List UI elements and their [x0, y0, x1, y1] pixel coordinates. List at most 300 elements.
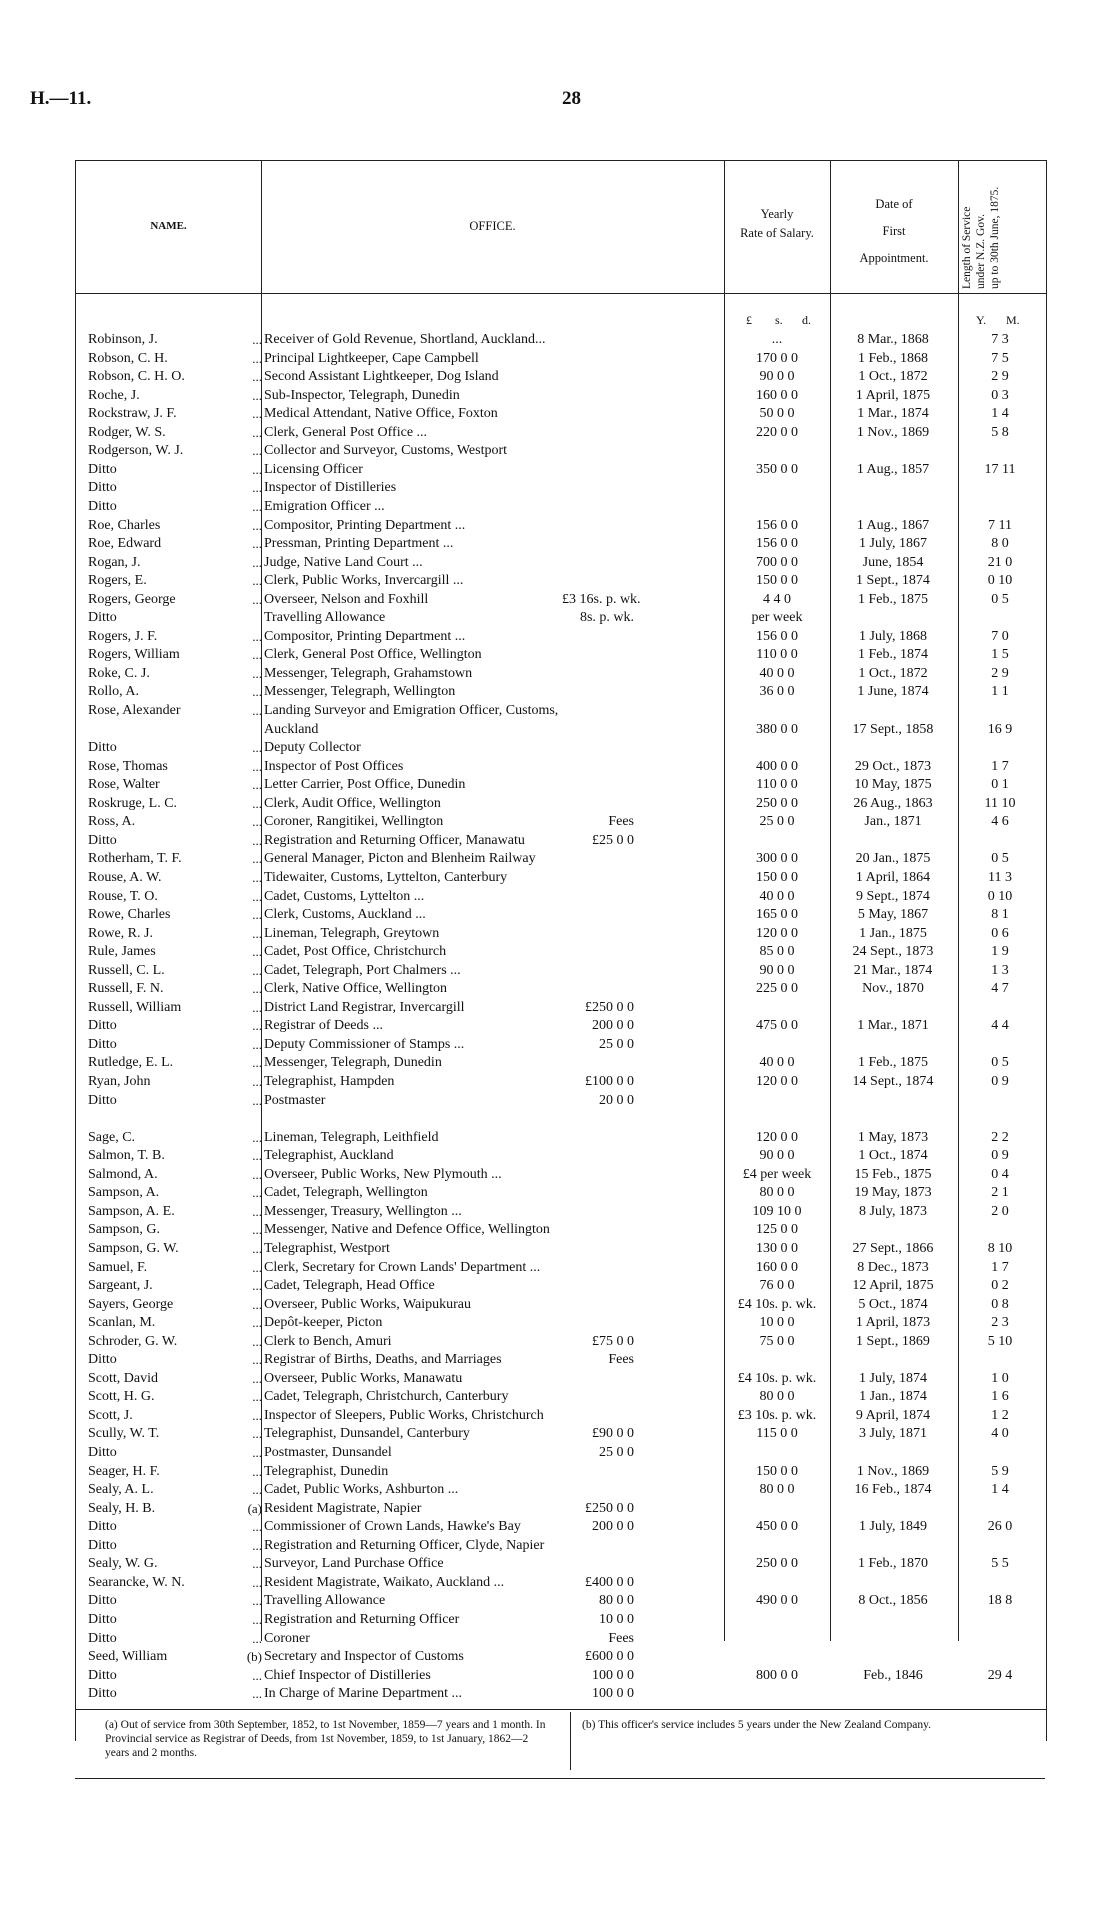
- cell-len: 8 0: [991, 536, 1009, 552]
- cell-len: 0 10: [987, 573, 1013, 589]
- cell-len: 4 0: [991, 1426, 1009, 1442]
- cell-date: 8 Mar., 1868: [857, 332, 929, 347]
- page-number: 28: [562, 88, 581, 109]
- cell-amt: Fees: [608, 1630, 634, 1646]
- cell-mark: ...: [252, 1203, 262, 1219]
- cell-mark: ...: [252, 1463, 262, 1479]
- cell-office: Clerk, General Post Office ...: [264, 424, 428, 440]
- cell-len: 2 3: [991, 1315, 1009, 1331]
- cell-name: Russell, William: [88, 999, 182, 1015]
- cell-sal: 120 0 0: [756, 1129, 798, 1145]
- cell-name: Sampson, A.: [88, 1185, 160, 1201]
- cell-amt: £3 16s. p. wk.: [562, 591, 641, 607]
- cell-mark: ...: [252, 350, 262, 366]
- cell-name: Roe, Charles: [88, 517, 161, 533]
- cell-mark: ...: [252, 1333, 262, 1349]
- header-length-line: under N.Z. Gov.: [975, 214, 987, 289]
- cell-mark: ...: [252, 1537, 262, 1553]
- cell-office: Cadet, Telegraph, Port Chalmers ...: [264, 962, 461, 978]
- cell-sal: 109 10 0: [752, 1203, 802, 1219]
- table-row: [76, 1259, 1046, 1277]
- cell-mark: ...: [252, 1036, 262, 1052]
- cell-name: Roe, Edward: [88, 536, 162, 552]
- cell-date: 3 July, 1871: [859, 1426, 927, 1442]
- cell-mark: ...: [252, 981, 262, 997]
- cell-sal: 130 0 0: [756, 1240, 798, 1256]
- cell-mark: ...: [252, 851, 262, 867]
- cell-office: Landing Surveyor and Emigration Officer, Customs,: [264, 703, 559, 718]
- table-row: [76, 1425, 1046, 1443]
- cell-amt: Fees: [608, 814, 634, 830]
- cell-office: Postmaster: [264, 1092, 326, 1108]
- table-row: [76, 980, 1046, 998]
- cell-office: Lineman, Telegraph, Leithfield: [264, 1129, 439, 1145]
- cell-len: 0 9: [991, 1148, 1009, 1164]
- cell-date: 1 Oct., 1872: [858, 369, 928, 385]
- cell-mark: ...: [252, 1259, 262, 1275]
- cell-sal: 156 0 0: [756, 536, 798, 552]
- cell-office: Registration and Returning Officer, Clyde, Napier: [264, 1537, 545, 1553]
- cell-sal: 110 0 0: [756, 647, 798, 663]
- cell-mark: ...: [252, 944, 262, 960]
- cell-amt: £100 0 0: [585, 1074, 634, 1089]
- cell-sal: 36 0 0: [759, 684, 795, 700]
- table-row: [76, 591, 1046, 609]
- table-row: [76, 1444, 1046, 1462]
- cell-mark: ...: [252, 1092, 262, 1108]
- cell-len: 1 3: [991, 962, 1009, 978]
- cell-office: Inspector of Sleepers, Public Works, Christchurch: [264, 1407, 544, 1423]
- table-row: [76, 721, 1046, 739]
- cell-name: Rouse, T. O.: [88, 888, 158, 904]
- cell-name: Rogers, J. F.: [88, 628, 158, 644]
- cell-len: 0 3: [991, 387, 1009, 403]
- cell-sal: 125 0 0: [756, 1222, 798, 1238]
- table-row: [76, 1296, 1046, 1314]
- table-row: [76, 517, 1046, 535]
- cell-name: Rose, Walter: [88, 777, 160, 793]
- cell-office: Resident Magistrate, Waikato, Auckland ...: [264, 1574, 505, 1590]
- cell-len: 0 5: [991, 1055, 1009, 1071]
- cell-mark: ...: [252, 814, 262, 830]
- cell-date: 19 May, 1873: [854, 1185, 932, 1201]
- cell-office: Registration and Returning Officer: [264, 1611, 460, 1627]
- cell-sal: 115 0 0: [756, 1426, 798, 1442]
- header-salary-line: Rate of Salary.: [740, 226, 814, 240]
- cell-name: Scott, David: [88, 1370, 158, 1386]
- cell-office: Clerk to Bench, Amuri: [264, 1333, 392, 1349]
- cell-len: 5 9: [991, 1463, 1009, 1479]
- cell-office: Telegraphist, Westport: [264, 1240, 390, 1256]
- table-row: [76, 572, 1046, 590]
- cell-date: 14 Sept., 1874: [852, 1074, 934, 1089]
- cell-office: Postmaster, Dunsandel: [264, 1445, 392, 1460]
- cell-len: 1 4: [991, 406, 1009, 422]
- table-row: [76, 1017, 1046, 1035]
- cell-date: 1 Feb., 1875: [858, 591, 928, 607]
- cell-mark: ...: [252, 869, 262, 885]
- table-row: [76, 665, 1046, 683]
- cell-name: Rodger, W. S.: [88, 424, 166, 440]
- cell-sal: 40 0 0: [759, 1055, 795, 1071]
- cell-mark: ...: [252, 1148, 262, 1164]
- cell-len: 11 3: [988, 869, 1012, 885]
- cell-date: 1 Oct., 1874: [858, 1148, 928, 1164]
- cell-office: Telegraphist, Dunsandel, Canterbury: [264, 1426, 470, 1442]
- table-row: [76, 1481, 1046, 1499]
- cell-office: General Manager, Picton and Blenheim Railway: [264, 851, 536, 867]
- cell-sal: 150 0 0: [756, 1463, 798, 1479]
- cell-date: 17 Sept., 1858: [852, 721, 934, 737]
- cell-date: 1 Oct., 1872: [858, 665, 928, 681]
- table-row: [76, 943, 1046, 961]
- cell-sal: 800 0 0: [756, 1667, 798, 1683]
- cell-len: 2 9: [991, 369, 1009, 385]
- cell-amt: 100 0 0: [592, 1686, 634, 1702]
- page-ref: H.—11.: [30, 88, 92, 109]
- cell-amt: 200 0 0: [592, 1519, 634, 1535]
- table-row: [76, 888, 1046, 906]
- cell-name: Rowe, Charles: [88, 907, 171, 923]
- cell-date: 1 July, 1867: [859, 536, 927, 552]
- cell-len: 1 1: [991, 684, 1009, 700]
- cell-date: 1 Sept., 1874: [856, 573, 930, 589]
- cell-len: 8 10: [987, 1240, 1013, 1256]
- cell-mark: ...: [252, 1482, 262, 1498]
- cell-mark: ...: [252, 777, 262, 793]
- cell-sal: 475 0 0: [756, 1018, 798, 1034]
- table-row: [76, 925, 1046, 943]
- cell-sal: 156 0 0: [756, 628, 798, 644]
- cell-mark: ...: [252, 1352, 262, 1368]
- cell-date: 1 July, 1868: [859, 628, 927, 644]
- cell-date: 1 Aug., 1857: [856, 461, 930, 477]
- cell-amt: 25 0 0: [599, 1445, 634, 1460]
- cell-len: 7 0: [991, 628, 1009, 644]
- unit-pound: £: [746, 313, 752, 327]
- table-row: [76, 1203, 1046, 1221]
- cell-mark: ...: [252, 1018, 262, 1034]
- cell-len: 0 8: [991, 1296, 1009, 1312]
- cell-name: Ditto: [88, 461, 117, 477]
- cell-sal: 90 0 0: [759, 962, 795, 978]
- cell-office: Receiver of Gold Revenue, Shortland, Auckland...: [264, 332, 546, 347]
- cell-mark: ...: [252, 461, 262, 477]
- cell-name: Ditto: [88, 1686, 117, 1702]
- cell-mark: ...: [252, 536, 262, 552]
- cell-office: Clerk, Secretary for Crown Lands' Department ...: [264, 1259, 541, 1275]
- cell-mark: ...: [252, 1315, 262, 1331]
- table-row: [76, 554, 1046, 572]
- table-row: [76, 1407, 1046, 1425]
- table-row: [76, 702, 1046, 720]
- cell-office: Coroner: [264, 1630, 310, 1646]
- cell-date: Jan., 1871: [864, 814, 922, 830]
- cell-office: Registration and Returning Officer, Manawatu: [264, 832, 525, 848]
- cell-sal: 220 0 0: [756, 424, 798, 440]
- cell-name: Ditto: [88, 1519, 117, 1535]
- cell-len: 4 6: [991, 814, 1009, 830]
- cell-date: 5 May, 1867: [857, 907, 929, 923]
- table-row: [76, 1537, 1046, 1555]
- cell-sal: 120 0 0: [756, 1074, 798, 1089]
- cell-len: 16 9: [987, 721, 1013, 737]
- cell-len: 5 8: [991, 424, 1009, 440]
- cell-name: Rose, Alexander: [88, 703, 181, 718]
- cell-mark: ...: [252, 554, 262, 570]
- cell-name: Russell, C. L.: [88, 962, 165, 978]
- cell-sal: 80 0 0: [759, 1185, 795, 1201]
- cell-sal: 165 0 0: [756, 907, 798, 923]
- cell-mark: ...: [252, 962, 262, 978]
- table-row: [76, 368, 1046, 386]
- table-row: [76, 683, 1046, 701]
- cell-date: 27 Sept., 1866: [852, 1240, 934, 1256]
- cell-name: Rouse, A. W.: [88, 869, 162, 885]
- cell-date: 10 May, 1875: [854, 777, 932, 793]
- table-row: [76, 758, 1046, 776]
- cell-office: Messenger, Telegraph, Wellington: [264, 684, 456, 700]
- cell-mark: ...: [252, 1278, 262, 1294]
- cell-mark: ...: [252, 795, 262, 811]
- cell-len: 2 1: [991, 1185, 1009, 1201]
- cell-office: Telegraphist, Auckland: [264, 1148, 394, 1164]
- cell-mark: ...: [252, 1445, 262, 1460]
- cell-office: Depôt-keeper, Picton: [264, 1315, 383, 1331]
- header-date: [830, 191, 958, 272]
- cell-sal: 40 0 0: [759, 665, 795, 681]
- cell-name: Rogan, J.: [88, 554, 141, 570]
- cell-mark: ...: [252, 1630, 262, 1646]
- cell-len: 0 2: [991, 1278, 1009, 1294]
- cell-office: Clerk, Public Works, Invercargill ...: [264, 573, 464, 589]
- unit-shilling: s.: [775, 313, 783, 327]
- cell-date: 1 June, 1874: [857, 684, 929, 700]
- cell-date: 21 Mar., 1874: [853, 962, 933, 978]
- table-row: [76, 832, 1046, 850]
- table-row: [76, 1518, 1046, 1536]
- cell-office: Overseer, Public Works, New Plymouth ...: [264, 1166, 502, 1182]
- cell-office: Clerk, Native Office, Wellington: [264, 981, 448, 997]
- cell-name: Schroder, G. W.: [88, 1333, 178, 1349]
- table-row: [76, 1388, 1046, 1406]
- cell-office: Cadet, Public Works, Ashburton ...: [264, 1482, 459, 1498]
- table-row: [76, 739, 1046, 757]
- register-table: [75, 160, 1047, 1741]
- cell-office: Letter Carrier, Post Office, Dunedin: [264, 777, 466, 793]
- cell-len: 4 4: [991, 1018, 1009, 1034]
- cell-sal: per week: [751, 610, 803, 626]
- cell-len: 5 5: [991, 1556, 1009, 1572]
- cell-office: Overseer, Public Works, Waipukurau: [264, 1296, 472, 1312]
- cell-len: 29 4: [987, 1667, 1013, 1683]
- cell-name: Robson, C. H. O.: [88, 369, 185, 385]
- cell-office: Auckland: [264, 721, 319, 737]
- cell-name: Samuel, F.: [88, 1259, 148, 1275]
- header-rule: [76, 293, 1046, 294]
- cell-office: Messenger, Native and Defence Office, Wellington: [264, 1222, 550, 1238]
- cell-sal: £3 10s. p. wk.: [737, 1407, 817, 1423]
- cell-office: Emigration Officer ...: [264, 498, 385, 514]
- cell-office: Telegraphist, Hampden: [264, 1074, 395, 1089]
- cell-mark: ...: [252, 1593, 262, 1609]
- header-salary: [724, 205, 830, 243]
- cell-sal: 80 0 0: [759, 1482, 795, 1498]
- cell-sal: £4 10s. p. wk.: [737, 1370, 817, 1386]
- header-length: [960, 187, 1002, 289]
- cell-name: Ditto: [88, 480, 117, 496]
- cell-name: Roskruge, L. C.: [88, 795, 178, 811]
- table-row: [76, 1667, 1046, 1685]
- cell-len: 8 1: [991, 907, 1009, 923]
- cell-name: Salmon, T. B.: [88, 1148, 165, 1164]
- table-row: [76, 387, 1046, 405]
- cell-name: Sampson, A. E.: [88, 1203, 175, 1219]
- cell-name: Ross, A.: [88, 814, 136, 830]
- header-name: NAME.: [150, 220, 187, 232]
- cell-mark: ...: [252, 740, 262, 756]
- cell-mark: ...: [252, 1074, 262, 1089]
- unit-pence: d.: [802, 313, 811, 327]
- cell-mark: ...: [252, 1055, 262, 1071]
- cell-name: Seager, H. F.: [88, 1463, 160, 1479]
- cell-office: Clerk, Audit Office, Wellington: [264, 795, 441, 811]
- cell-sal: 156 0 0: [756, 517, 798, 533]
- cell-len: 21 0: [987, 554, 1013, 570]
- unit-years: Y.: [976, 313, 987, 327]
- cell-name: Ditto: [88, 1593, 117, 1609]
- cell-office: Principal Lightkeeper, Cape Campbell: [264, 350, 479, 366]
- cell-sal: 120 0 0: [756, 925, 798, 941]
- cell-len: 18 8: [987, 1593, 1013, 1609]
- cell-name: Robson, C. H.: [88, 350, 168, 366]
- cell-date: 9 Sept., 1874: [856, 888, 930, 904]
- table-row: [76, 479, 1046, 497]
- cell-office: Cadet, Post Office, Christchurch: [264, 944, 447, 960]
- cell-sal: 90 0 0: [759, 369, 795, 385]
- table-row: [76, 350, 1046, 368]
- header-office: OFFICE.: [469, 219, 516, 233]
- cell-mark: ...: [252, 1667, 262, 1683]
- table-row: [76, 1555, 1046, 1573]
- cell-name: Rotherham, T. F.: [88, 851, 182, 867]
- cell-name: Rowe, R. J.: [88, 925, 153, 941]
- cell-len: 0 1: [991, 777, 1009, 793]
- cell-office: Deputy Commissioner of Stamps ...: [264, 1036, 465, 1052]
- cell-date: 1 Mar., 1871: [857, 1018, 929, 1034]
- cell-mark: ...: [252, 1574, 262, 1590]
- header-date-line: Appointment.: [859, 251, 929, 265]
- cell-mark: ...: [252, 925, 262, 941]
- table-row: [76, 795, 1046, 813]
- cell-mark: ...: [252, 1185, 262, 1201]
- cell-date: 1 Nov., 1869: [856, 424, 930, 440]
- footnote-a: (a) Out of service from 30th September, 1852, to 1st November, 1859—7 years and 1 month. In Provincial service as Registrar of Deeds, from 1st November, 1859, to 1st January, 1862—2 years and 2 months.: [105, 1719, 546, 1759]
- cell-date: 20 Jan., 1875: [855, 851, 931, 867]
- cell-date: 8 Dec., 1873: [857, 1259, 929, 1275]
- cell-name: Sampson, G.: [88, 1222, 160, 1238]
- cell-date: Feb., 1846: [863, 1667, 923, 1683]
- table-row: [76, 1333, 1046, 1351]
- table-row: [76, 424, 1046, 442]
- cell-mark: ...: [252, 1556, 262, 1572]
- cell-mark: ...: [252, 1519, 262, 1535]
- cell-office: Messenger, Treasury, Wellington ...: [264, 1203, 462, 1219]
- cell-date: 5 Oct., 1874: [858, 1296, 928, 1312]
- cell-office: Overseer, Nelson and Foxhill: [264, 591, 429, 607]
- cell-office: Resident Magistrate, Napier: [264, 1500, 422, 1516]
- cell-mark: ...: [252, 591, 262, 607]
- table-row: [76, 628, 1046, 646]
- cell-date: 1 Jan., 1874: [859, 1389, 927, 1405]
- unit-months: M.: [1006, 313, 1020, 327]
- table-row: [76, 1685, 1046, 1703]
- table-row: [76, 1630, 1046, 1648]
- cell-name: Russell, F. N.: [88, 981, 164, 997]
- cell-amt: £250 0 0: [585, 999, 634, 1015]
- table-row: [76, 1073, 1046, 1091]
- cell-sal: 450 0 0: [756, 1519, 798, 1535]
- cell-date: 1 Feb., 1868: [858, 350, 928, 366]
- cell-len: 1 9: [991, 944, 1009, 960]
- cell-len: 5 10: [987, 1333, 1013, 1349]
- cell-len: 1 6: [991, 1389, 1009, 1405]
- cell-name: Robinson, J.: [88, 332, 158, 347]
- table-row: [76, 442, 1046, 460]
- cell-sal: 90 0 0: [759, 1148, 795, 1164]
- cell-sal: 250 0 0: [756, 795, 798, 811]
- cell-office: Sub-Inspector, Telegraph, Dunedin: [264, 387, 460, 403]
- cell-name: Scott, J.: [88, 1407, 133, 1423]
- cell-office: Inspector of Post Offices: [264, 758, 404, 774]
- table-row: [76, 1574, 1046, 1592]
- cell-name: Rockstraw, J. F.: [88, 406, 177, 422]
- cell-office: Judge, Native Land Court ...: [264, 554, 423, 570]
- cell-len: 1 7: [991, 1259, 1009, 1275]
- table-row: [76, 405, 1046, 423]
- cell-amt: £250 0 0: [585, 1500, 634, 1516]
- cell-date: 1 Feb., 1874: [858, 647, 928, 663]
- cell-len: 2 2: [991, 1129, 1009, 1145]
- cell-name: Ditto: [88, 1352, 117, 1368]
- cell-mark: ...: [252, 1129, 262, 1145]
- table-row: [76, 1611, 1046, 1629]
- cell-len: 1 7: [991, 758, 1009, 774]
- cell-name: Rodgerson, W. J.: [88, 443, 184, 459]
- cell-mark: ...: [252, 1166, 262, 1182]
- table-row: [76, 535, 1046, 553]
- cell-mark: ...: [252, 498, 262, 514]
- header-length-line: up to 30th June, 1875.: [989, 186, 1001, 289]
- cell-sal: 25 0 0: [759, 814, 795, 830]
- cell-sal: 300 0 0: [756, 851, 798, 867]
- cell-name: Ryan, John: [88, 1074, 151, 1089]
- cell-office: Coroner, Rangitikei, Wellington: [264, 814, 444, 830]
- cell-sal: 76 0 0: [759, 1278, 795, 1294]
- cell-len: 2 0: [991, 1203, 1009, 1219]
- cell-len: 17 11: [984, 461, 1016, 477]
- cell-amt: £90 0 0: [592, 1426, 634, 1442]
- table-row: [76, 646, 1046, 664]
- table-row: [76, 1110, 1046, 1128]
- cell-mark: ...: [252, 1686, 262, 1702]
- cell-office: Inspector of Distilleries: [264, 480, 397, 496]
- cell-amt: 20 0 0: [599, 1092, 634, 1108]
- cell-date: 1 Nov., 1869: [856, 1463, 930, 1479]
- cell-name: Ditto: [88, 1611, 117, 1627]
- footnote-b: (b) This officer's service includes 5 years under the New Zealand Company.: [582, 1719, 931, 1731]
- cell-name: Ditto: [88, 1445, 117, 1460]
